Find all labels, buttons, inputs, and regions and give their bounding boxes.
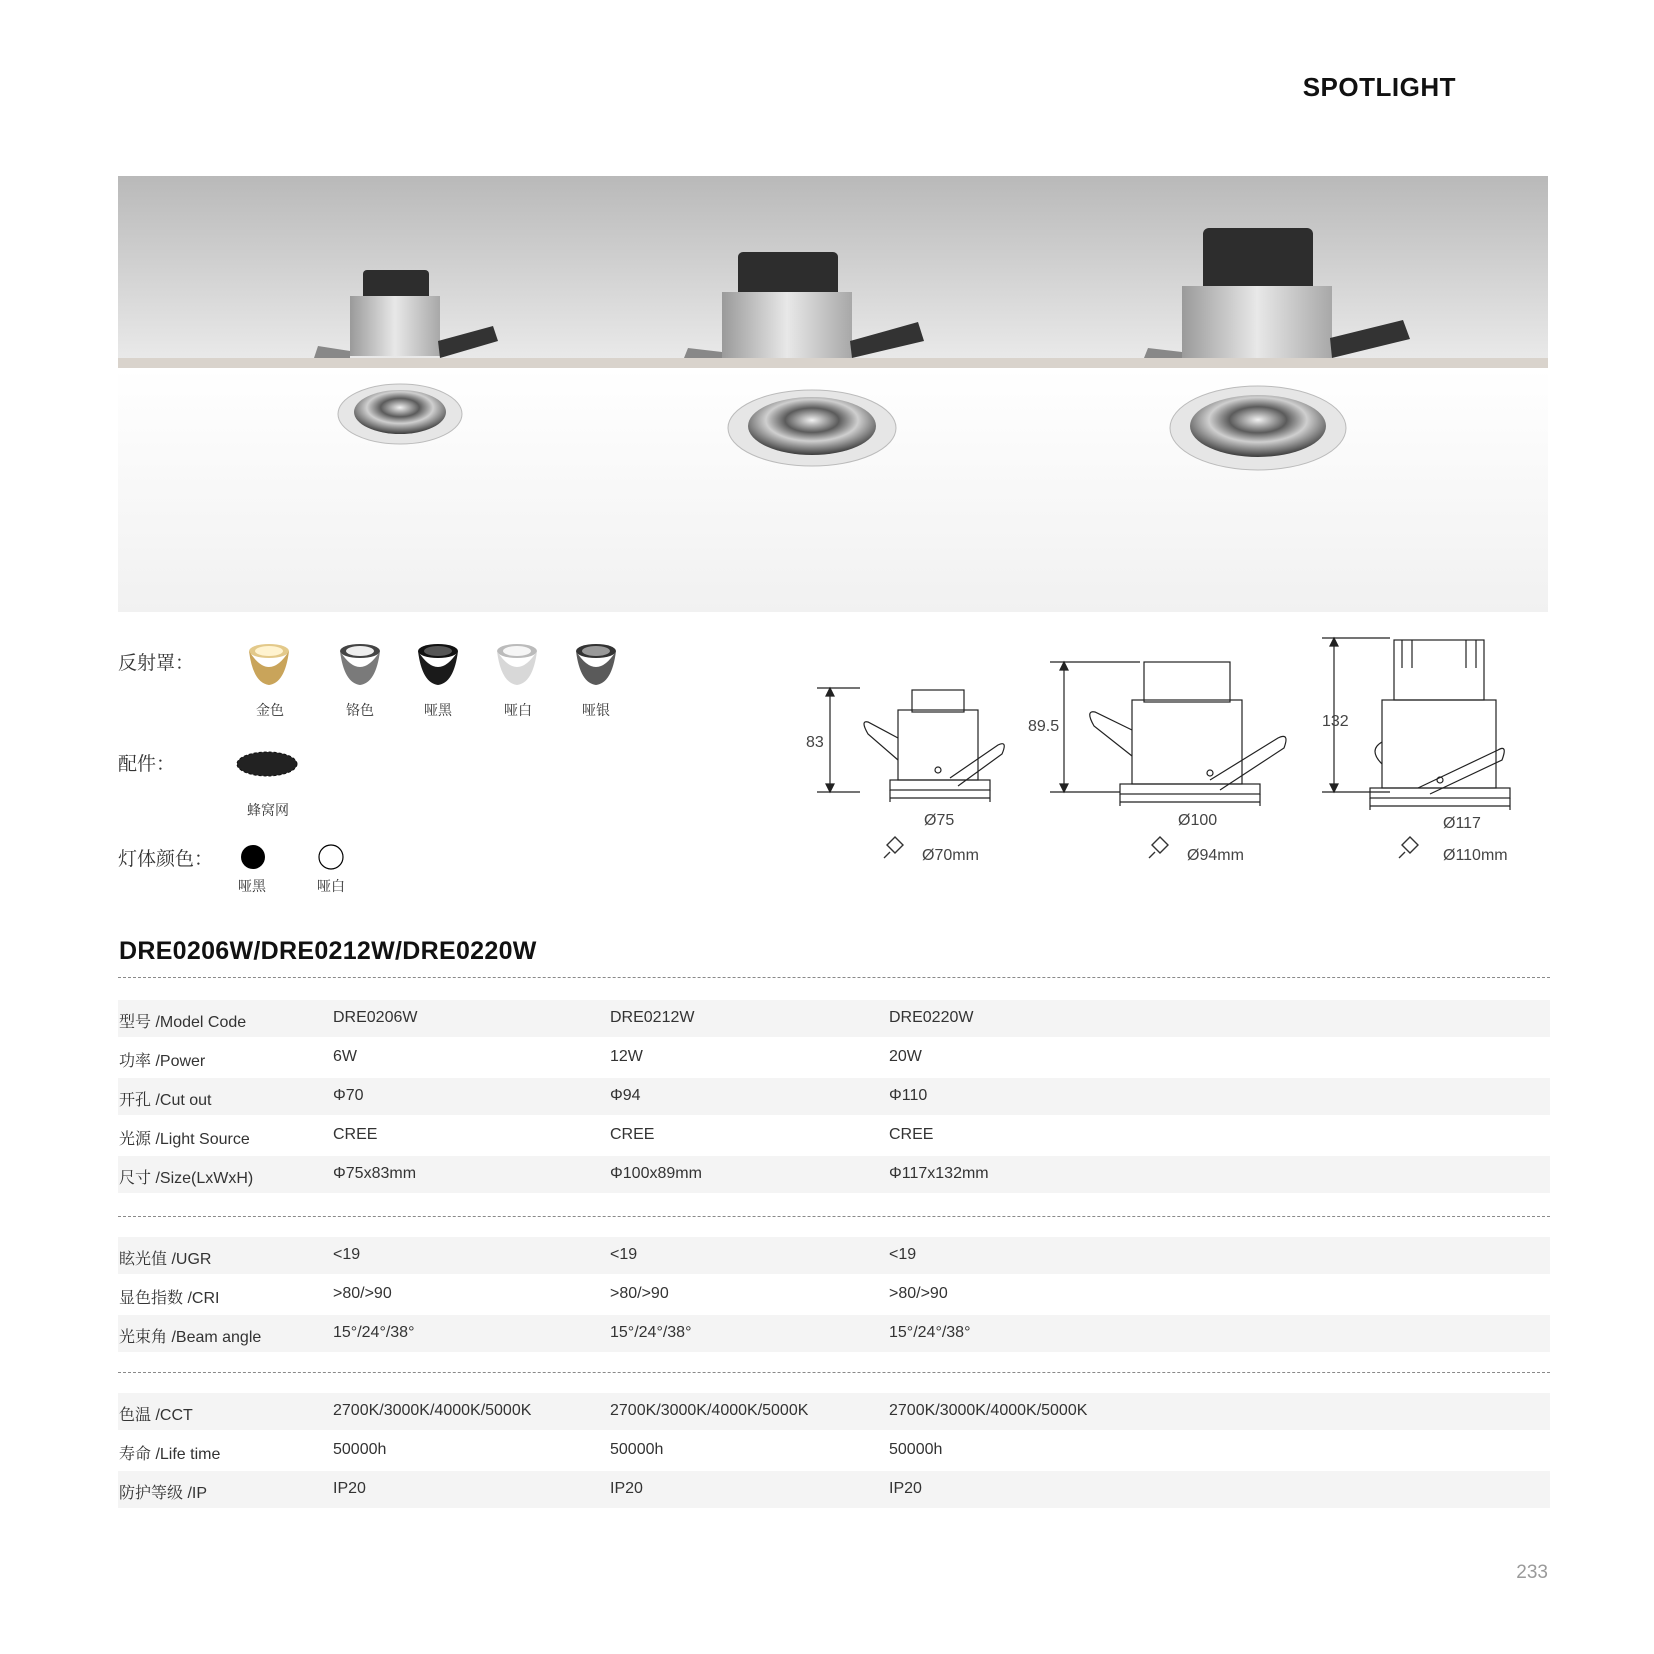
table-row [118,1039,1550,1076]
divider [118,1216,1550,1217]
spec-value: >80/>90 [889,1285,948,1302]
spec-value: >80/>90 [333,1285,392,1302]
reflector-swatch-matte-black [410,643,466,687]
spec-value: Φ70 [333,1087,364,1104]
reflector-swatch-chrome [332,643,388,687]
table-row [118,1156,1550,1193]
reflector-swatch-matte-white [489,643,545,687]
table-row [118,1237,1550,1274]
honeycomb-mesh-icon [235,749,299,779]
table-row [118,1315,1550,1352]
drawing-1-diameter: Ø75 [924,812,955,829]
spec-value: Φ75x83mm [333,1165,417,1182]
spec-value: IP20 [889,1480,922,1497]
spec-value: 20W [889,1048,922,1065]
spec-value: 15°/24°/38° [610,1324,692,1341]
spec-label: 型号 /Model Code [119,1014,247,1031]
drawing-2-diameter: Ø100 [1178,812,1218,829]
spec-value: Φ110 [889,1087,928,1104]
spec-value: Φ117x132mm [889,1165,989,1182]
spec-value: <19 [889,1246,917,1263]
divider [118,977,1550,978]
spec-value: IP20 [610,1480,643,1497]
spec-value: <19 [333,1246,361,1263]
spec-value: DRE0206W [333,1009,418,1026]
product-render-image [118,176,1548,612]
spec-value: CREE [333,1126,378,1143]
spec-label: 功率 /Power [119,1053,206,1070]
reflector-label: 反射罩： [118,653,195,674]
spec-label: 防护等级 /IP [119,1485,208,1502]
spec-label: 光束角 /Beam angle [119,1329,262,1346]
reflector-label-chrome: 铬色 [346,702,374,718]
spec-label: 尺寸 /Size(LxWxH) [119,1170,254,1187]
accessory-label: 配件： [118,754,176,775]
drawing-1-height: 83 [806,734,824,751]
drawing-2-cutout: Ø94mm [1187,847,1244,864]
spec-value: 2700K/3000K/4000K/5000K [610,1402,809,1419]
reflector-swatch-matte-silver [568,643,624,687]
cutout-saw-icon [1149,837,1168,858]
spec-value: >80/>90 [610,1285,669,1302]
drawing-3-diameter: Ø117 [1443,815,1481,832]
spec-value: 50000h [333,1441,387,1458]
divider [118,1372,1550,1373]
page-title: SPOTLIGHT [1302,72,1456,102]
reflector-label-matte-silver: 哑银 [582,702,610,718]
spec-value: 6W [333,1048,357,1065]
spec-value: 2700K/3000K/4000K/5000K [889,1402,1088,1419]
spec-label: 显色指数 /CRI [119,1290,220,1307]
spec-label: 光源 /Light Source [119,1131,250,1148]
downlight-render [118,176,1548,612]
body-color-label-white: 哑白 [317,878,345,894]
spec-value: 50000h [889,1441,943,1458]
spec-value: CREE [610,1126,655,1143]
spec-label: 眩光值 /UGR [119,1251,212,1268]
spec-value: 50000h [610,1441,664,1458]
table-row [118,1000,1550,1037]
drawing-1-cutout: Ø70mm [922,847,979,864]
spec-label: 开孔 /Cut out [119,1092,212,1109]
spec-value: <19 [610,1246,638,1263]
table-row [118,1432,1550,1469]
page-number: 233 [1516,1562,1548,1583]
cutout-saw-icon [1399,837,1418,858]
spec-value: DRE0212W [610,1009,695,1026]
body-color-swatch-black [240,844,266,870]
reflector-swatch-gold [241,643,297,687]
spec-value: 15°/24°/38° [889,1324,971,1341]
spec-label: 寿命 /Life time [119,1446,221,1463]
table-row [118,1276,1550,1313]
body-color-swatch-white [318,844,344,870]
drawing-3-height: 132 [1322,713,1349,730]
table-row [118,1393,1550,1430]
spec-value: 15°/24°/38° [333,1324,415,1341]
spec-value: Φ100x89mm [610,1165,702,1182]
drawing-2-height: 89.5 [1028,718,1060,735]
table-row [118,1117,1550,1154]
reflector-label-matte-black: 哑黑 [424,702,452,718]
body-color-label: 灯体颜色： [118,849,214,870]
dimension-drawings [790,630,1550,870]
spec-value: IP20 [333,1480,366,1497]
drawing-3-cutout: Ø110mm [1443,847,1508,864]
body-color-label-black: 哑黑 [238,878,266,894]
spec-label: 色温 /CCT [119,1407,193,1424]
reflector-label-gold: 金色 [256,702,284,718]
spec-value: CREE [889,1126,934,1143]
table-row [118,1471,1550,1508]
spec-value: 12W [610,1048,643,1065]
accessory-name: 蜂窝网 [247,802,289,818]
reflector-label-matte-white: 哑白 [504,702,532,718]
spec-value: Φ94 [610,1087,641,1104]
spec-value: 2700K/3000K/4000K/5000K [333,1402,532,1419]
cutout-saw-icon [884,837,903,858]
table-row [118,1078,1550,1115]
model-title: DRE0206W/DRE0212W/DRE0220W [119,937,537,965]
spec-value: DRE0220W [889,1009,974,1026]
